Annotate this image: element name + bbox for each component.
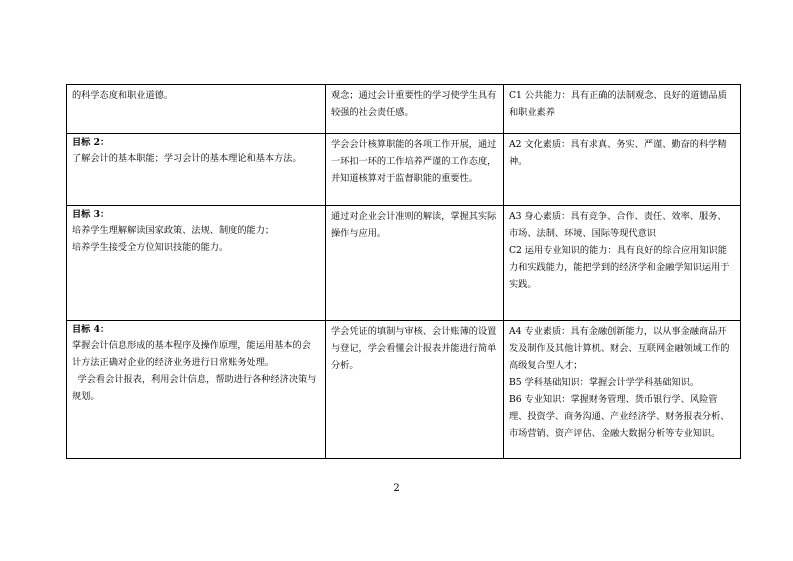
teaching-cell: 观念；通过会计重要性的学习使学生具有较强的社会责任感。 bbox=[326, 85, 504, 134]
goal-title: 目标 2： bbox=[72, 137, 110, 148]
ability-text: B6 专业知识：掌握财务管理、货币银行学、风险管理、投资学、商务沟通、产业经济学、财务报表分析、市场营销、资产评估、金融大数据分析等专业知识。 bbox=[509, 394, 730, 439]
ability-text: A2 文化素质：具有求真、务实、严谨、勤奋的科学精神。 bbox=[509, 139, 727, 167]
goal-cell bbox=[67, 206, 326, 321]
ability-cell bbox=[504, 85, 741, 134]
teaching-cell: 学会会计核算职能的各项工作开展，通过一环扣一环的工作培养严谨的工作态度，并知道核算对于监督职能的重要性。 bbox=[326, 134, 504, 206]
table-row bbox=[67, 85, 741, 134]
ability-text: C2 运用专业知识的能力：具有良好的综合应用知识能力和实践能力，能把学到的经济学和金融学知识运用于实践。 bbox=[509, 245, 730, 290]
ability-text: C1 公共能力：具有正确的法制观念、良好的道德品质和职业素养 bbox=[509, 90, 727, 118]
ability-cell bbox=[504, 321, 741, 459]
goal-text: 学会看会计报表，利用会计信息，帮助进行各种经济决策与规划。 bbox=[72, 374, 317, 402]
goal-cell bbox=[67, 134, 326, 206]
goal-text: 培养学生理解解读国家政策、法规、制度的能力； bbox=[72, 225, 275, 236]
ability-cell bbox=[504, 206, 741, 321]
ability-text: B5 学科基础知识：掌握会计学学科基础知识。 bbox=[509, 377, 700, 388]
goal-cell bbox=[67, 321, 326, 459]
goal-title: 目标 4： bbox=[72, 324, 110, 335]
table-row bbox=[67, 134, 741, 206]
goal-title: 目标 3： bbox=[72, 209, 110, 220]
page-number: 2 bbox=[393, 483, 400, 494]
teaching-cell: 学会凭证的填制与审核、会计账簿的设置与登记，学会看懂会计报表并能进行简单分析。 bbox=[326, 321, 504, 459]
ability-text: A4 专业素质：具有金融创新能力，以从事金融商品开发及制作及其他计算机、财会、互联网金融领域工作的高级复合型人才； bbox=[509, 326, 730, 371]
teaching-cell: 通过对企业会计准则的解读，掌握其实际操作与应用。 bbox=[326, 206, 504, 321]
goal-text: 掌握会计信息形成的基本程序及操作原理，能运用基本的会计方法正确对企业的经济业务进行日常账务处理。 bbox=[72, 340, 311, 368]
table-row bbox=[67, 206, 741, 321]
course-objectives-table bbox=[66, 84, 741, 459]
ability-cell bbox=[504, 134, 741, 206]
goal-text: 培养学生接受全方位知识技能的能力。 bbox=[72, 242, 229, 253]
goal-text: 的科学态度和职业道德。 bbox=[72, 90, 174, 101]
ability-text: A3 身心素质：具有竞争、合作、责任、效率、服务、市场、法制、环境、国际等现代意识 bbox=[509, 211, 727, 239]
goal-text: 了解会计的基本职能；学习会计的基本理论和基本方法。 bbox=[72, 153, 302, 164]
table-row bbox=[67, 321, 741, 459]
goal-cell bbox=[67, 85, 326, 134]
